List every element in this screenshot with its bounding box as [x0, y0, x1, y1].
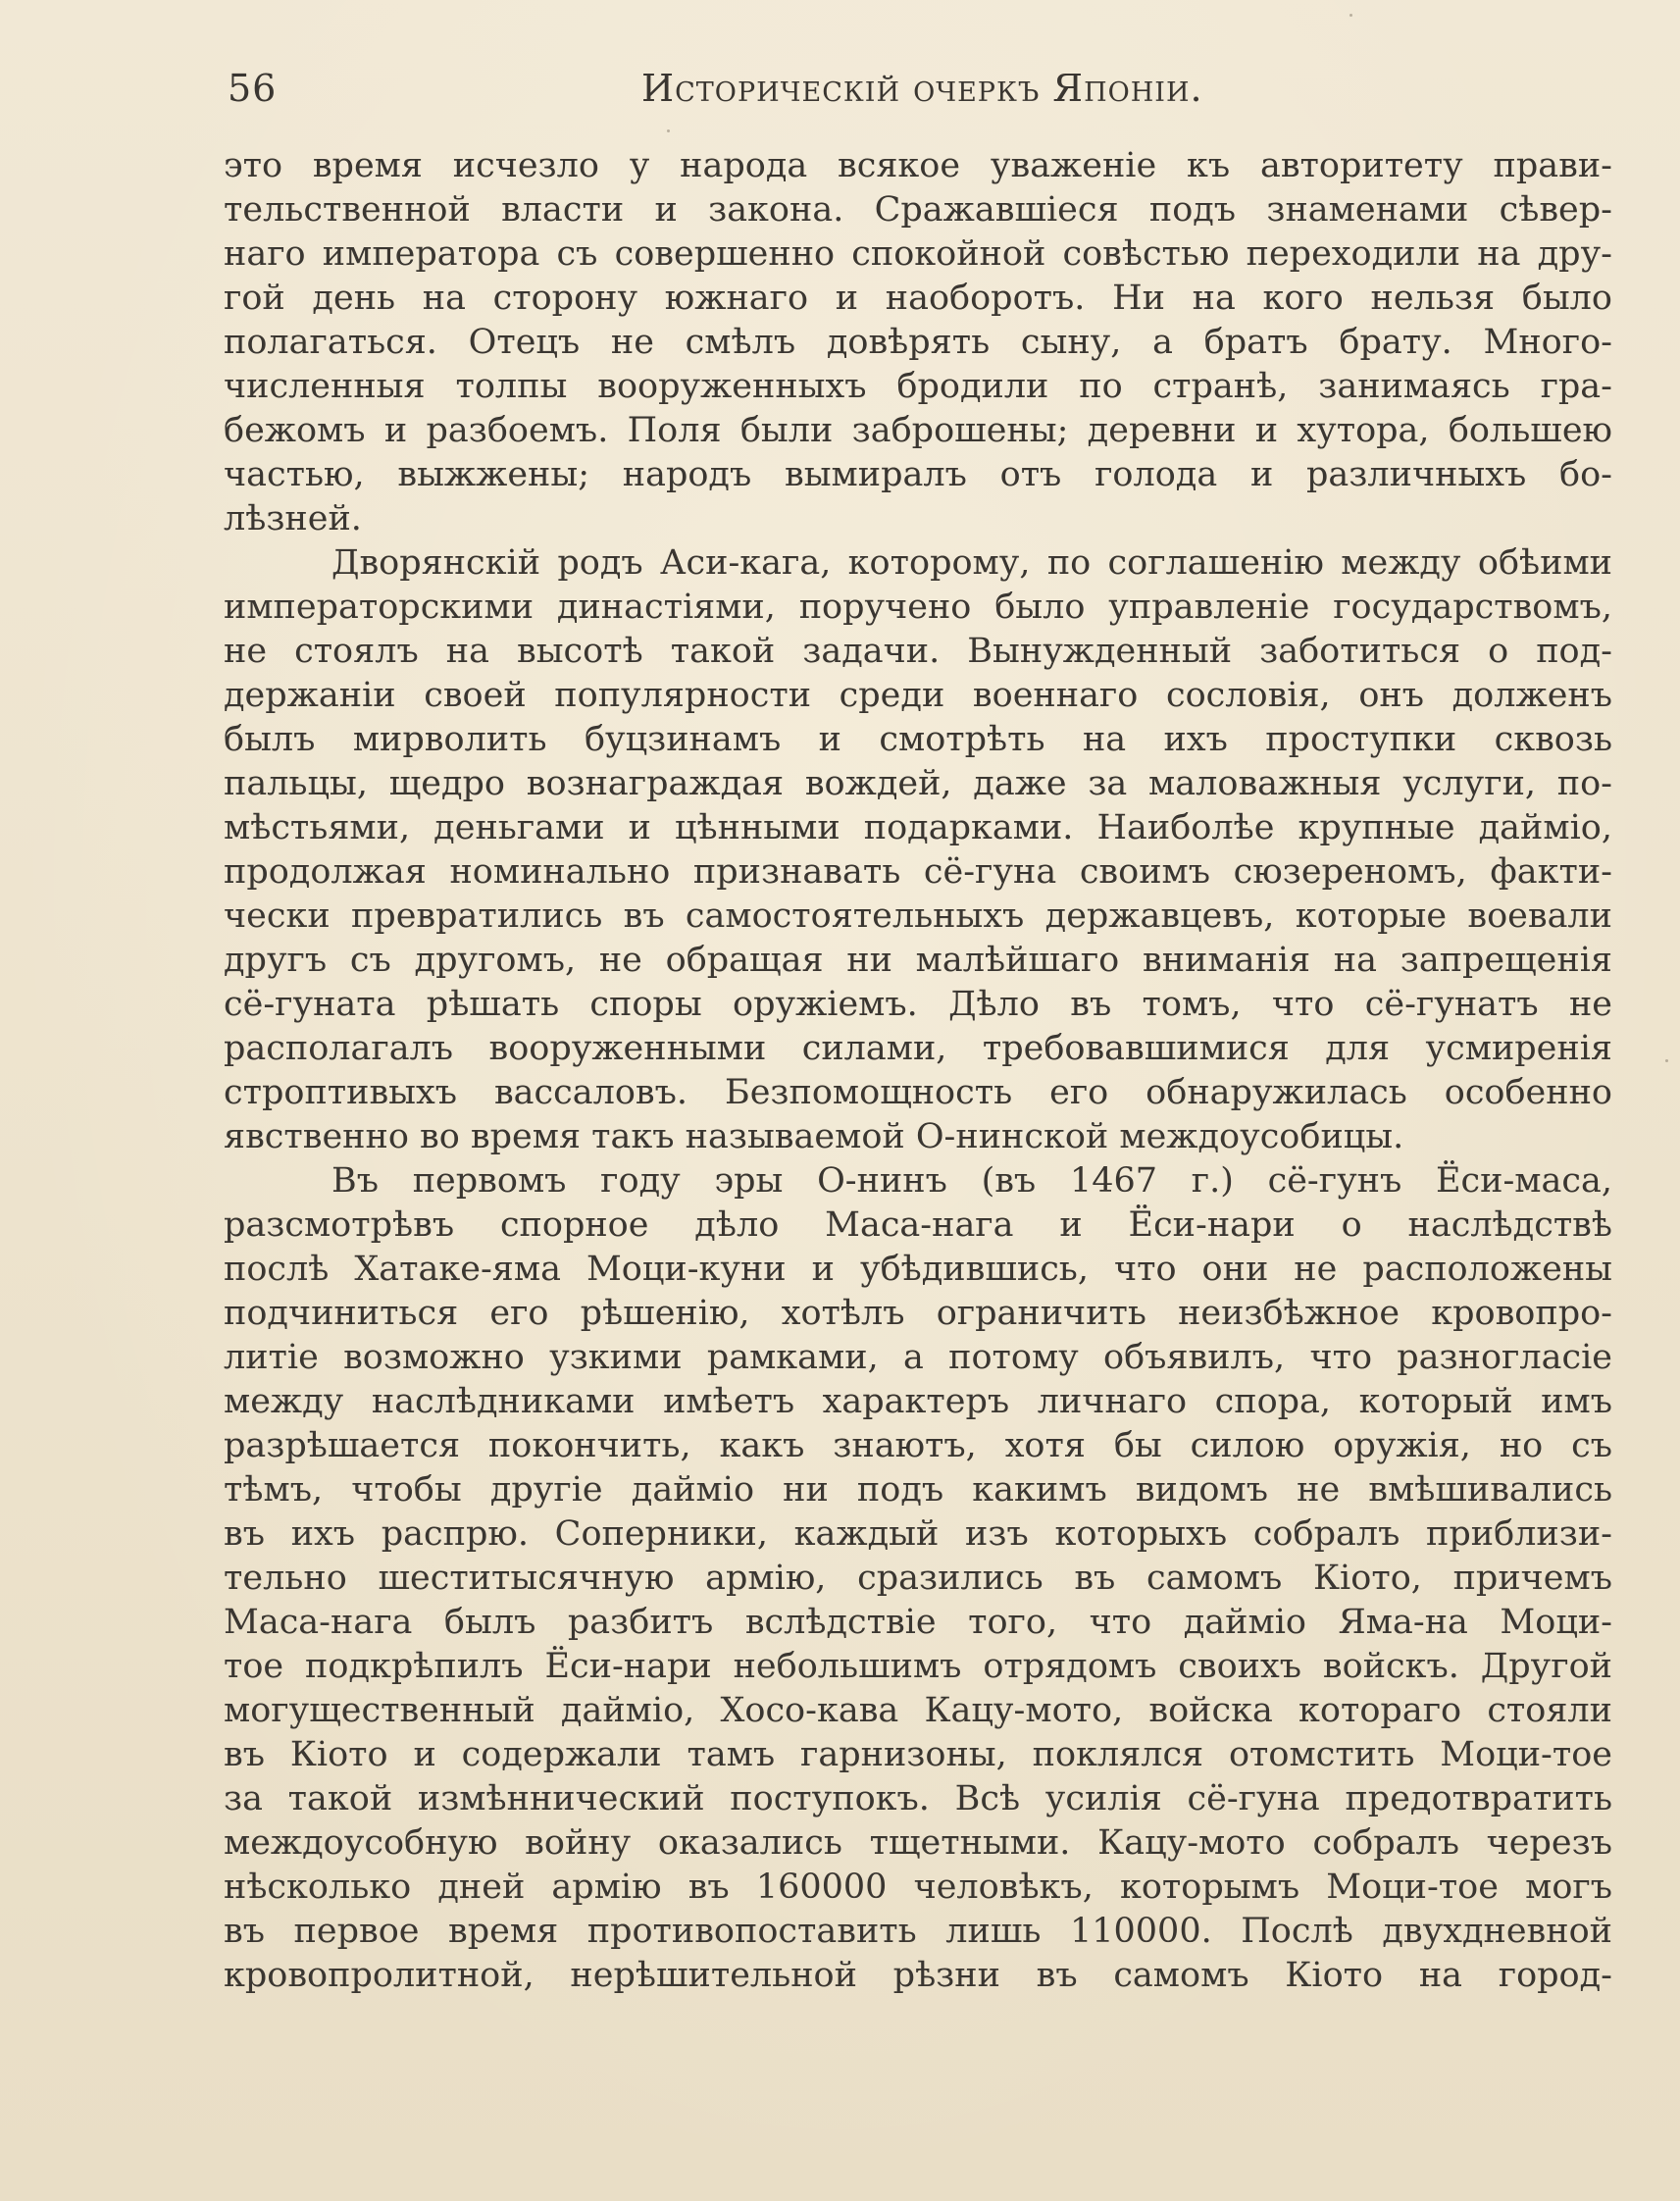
text-line: сё-гуната рѣшать споры оружіемъ. Дѣло въ томъ, что сё-гунатъ не	[224, 985, 1612, 1024]
text-line: чески превратились въ самостоятельныхъ державцевъ, которые воевали	[224, 896, 1612, 936]
text-line: численныя толпы вооруженныхъ бродили по странѣ, занимаясь гра-	[224, 367, 1612, 406]
paragraph	[224, 1159, 1612, 1998]
text-line: держаніи своей популярности среди военнаго сословія, онъ долженъ	[224, 676, 1612, 715]
text-line: могущественный дайміо, Хосо-кава Кацу-мото, войска котораго стояли	[224, 1691, 1612, 1730]
text-line: подчиниться его рѣшенію, хотѣлъ ограничить неизбѣжное кровопро-	[224, 1294, 1612, 1333]
text-line: Маса-нага былъ разбитъ вслѣдствіе того, что дайміо Яма-на Моци-	[224, 1603, 1612, 1642]
text-line: бежомъ и разбоемъ. Поля были заброшены; деревни и хутора, большею	[224, 411, 1612, 450]
text-line: строптивыхъ вассаловъ. Безпомощность его обнаружилась особенно	[224, 1073, 1612, 1112]
text-line: располагалъ вооруженными силами, требовавшимися для усмиренія	[224, 1029, 1612, 1068]
text-line: былъ мирволить буцзинамъ и смотрѣть на ихъ проступки сквозь	[224, 720, 1612, 759]
text-line: за такой измѣннический поступокъ. Всѣ усилія сё-гуна предотвратить	[224, 1779, 1612, 1818]
text-line: явственно во время такъ называемой О-нинской междоусобицы.	[224, 1117, 1404, 1156]
text-line: разсмотрѣвъ спорное дѣло Маса-нага и Ёси-нари о наслѣдствѣ	[224, 1205, 1612, 1245]
text-line: другъ съ другомъ, не обращая ни малѣйшаго вниманія на запрещенія	[224, 941, 1612, 980]
text-line: мѣстьями, деньгами и цѣнными подарками. Наиболѣе крупные дайміо,	[224, 808, 1612, 847]
running-title: Историческій очеркъ Японіи.	[641, 67, 1203, 110]
paper-speck	[667, 129, 670, 132]
text-line: не стоялъ на высотѣ такой задачи. Вынужденный заботиться о под-	[224, 632, 1612, 671]
text-line: полагаться. Отецъ не смѣлъ довѣрять сыну, а братъ брату. Много-	[224, 323, 1612, 362]
text-line: гой день на сторону южнаго и наоборотъ. Ни на кого нельзя было	[224, 279, 1612, 318]
text-line: тельственной власти и закона. Сражавшіеся подъ знаменами сѣвер-	[224, 190, 1612, 230]
page-body	[224, 144, 1612, 1998]
text-line: пальцы, щедро вознаграждая вождей, даже за маловажныя услуги, по-	[224, 764, 1612, 803]
text-line: это время исчезло у народа всякое уваженіе къ авторитету прави-	[224, 146, 1612, 185]
page-header	[224, 61, 1612, 116]
text-line: литіе возможно узкими рамками, а потому объявилъ, что разногласіе	[224, 1338, 1612, 1377]
page-number: 56	[228, 67, 278, 110]
text-line: послѣ Хатаке-яма Моци-куни и убѣдившись, что они не расположены	[224, 1250, 1612, 1289]
text-line: тое подкрѣпилъ Ёси-нари небольшимъ отрядомъ своихъ войскъ. Другой	[224, 1647, 1612, 1686]
paper-speck	[1349, 14, 1352, 17]
paragraph	[224, 144, 1612, 541]
text-line: тельно шеститысячную армію, сразились въ самомъ Кіото, причемъ	[224, 1559, 1612, 1598]
text-line: лѣзней.	[224, 499, 362, 538]
text-line: кровопролитной, нерѣшительной рѣзни въ самомъ Кіото на город-	[224, 1956, 1612, 1995]
text-line: нѣсколько дней армію въ 160000 человѣкъ, которымъ Моци-тое могъ	[224, 1868, 1612, 1907]
text-line: въ ихъ распрю. Соперники, каждый изъ которыхъ собралъ приблизи-	[224, 1514, 1612, 1554]
text-line: разрѣшается покончить, какъ знаютъ, хотя бы силою оружія, но съ	[224, 1426, 1612, 1465]
text-line: тѣмъ, чтобы другіе дайміо ни подъ какимъ видомъ не вмѣшивались	[224, 1470, 1612, 1510]
text-line: императорскими династіями, поручено было управленіе государствомъ,	[224, 588, 1612, 627]
text-line: въ Кіото и содержали тамъ гарнизоны, поклялся отомстить Моци-тое	[224, 1735, 1612, 1774]
text-line: междоусобную войну оказались тщетными. Кацу-мото собралъ черезъ	[224, 1823, 1612, 1863]
text-line: частью, выжжены; народъ вымиралъ отъ голода и различныхъ бо-	[224, 455, 1612, 494]
text-line: продолжая номинально признавать сё-гуна своимъ сюзереномъ, факти-	[224, 852, 1612, 892]
text-line: Дворянскій родъ Аси-кага, которому, по соглашенію между обѣими	[331, 543, 1612, 583]
paragraph	[224, 541, 1612, 1159]
text-line: наго императора съ совершенно спокойной совѣстью переходили на дру-	[224, 234, 1612, 274]
text-line: между наслѣдниками имѣетъ характеръ личнаго спора, который имъ	[224, 1382, 1612, 1421]
text-line: Въ первомъ году эры О-нинъ (въ 1467 г.) сё-гунъ Ёси-маса,	[331, 1161, 1612, 1201]
text-line: въ первое время противопоставить лишь 110000. Послѣ двухдневной	[224, 1912, 1612, 1951]
paper-speck	[1665, 1059, 1668, 1062]
